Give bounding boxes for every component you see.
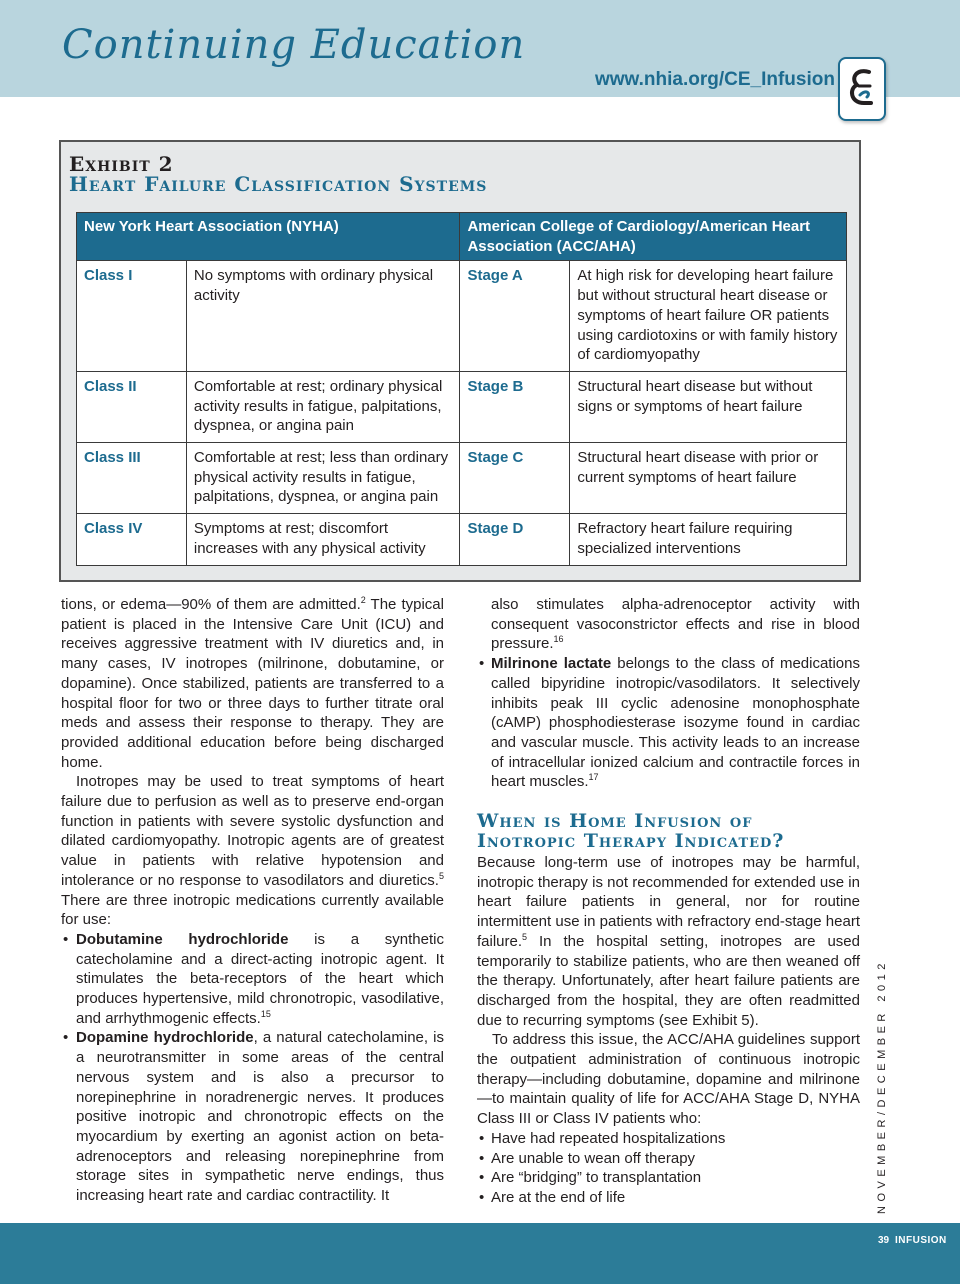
acc-stage-description: At high risk for developing heart failure but without structural heart disease or symptoms of heart failure OR patients using cardiotoxins or with family history of cardiomyopathy xyxy=(570,261,847,372)
table-header-row xyxy=(77,213,847,261)
website-link[interactable]: www.nhia.org/CE_Infusion xyxy=(595,69,835,90)
left-column xyxy=(61,595,444,1206)
list-item: • Are at the end of life xyxy=(477,1188,860,1208)
text-run: Inotropes may be used to treat symptoms of heart failure due to perfusion as well as to preserve end-organ function in patients with severe systolic dysfunction and dilated cardiomyopathy. Inotropic agents are of greatest value in patients with relative hypotension and intolerance or no response to vasodilators and diuretics. xyxy=(61,773,444,889)
drug-name: Dobutamine hydrochloride xyxy=(76,930,289,948)
citation: 16 xyxy=(553,634,564,645)
acc-stage-label: Stage C xyxy=(460,443,570,514)
acc-stage-description: Structural heart disease but without signs or symptoms of heart failure xyxy=(570,371,847,442)
table-row xyxy=(77,371,847,442)
list-item xyxy=(61,930,444,1029)
list-item: • Are “bridging” to transplantation xyxy=(477,1168,860,1188)
page-header xyxy=(0,0,960,97)
nyha-class-description: Comfortable at rest; less than ordinary physical activity results in fatigue, palpitations, dyspnea, or angina pain xyxy=(186,443,460,514)
list-item xyxy=(477,654,860,792)
text-run: belongs to the class of medications called bipyridine inotropic/vasodilators. It selectively inhibits peak III cyclic adenosine monophosphate (cAMP) phosphodiesterase isozyme found in cardiac and vascular muscle. This activity leads to an increase of intracellular ionized calcium and contractile forces in heart muscles. xyxy=(491,655,860,791)
list-item: • Are unable to wean off therapy xyxy=(477,1149,860,1169)
acc-stage-description: Refractory heart failure requiring specialized interventions xyxy=(570,514,847,565)
citation: 2 xyxy=(360,595,366,605)
patient-criteria-list xyxy=(477,1129,860,1208)
nyha-class-label: Class II xyxy=(77,371,187,442)
list-item-continuation xyxy=(477,595,860,654)
section-heading xyxy=(477,811,860,851)
text-run: , a natural catecholamine, is a neurotransmitter in some areas of the central nervous system and is also a precursor to norepinephrine in noradrenergic nerves. It produces positive inotropic and chronotropic effects on the myocardium by exerting an agonist action on beta-adrenoceptors and releasing norepinephrine from storage sites in sympathetic nerve endings, thus increasing heart rate and cardiac contractility. It xyxy=(76,1029,444,1205)
citation: 5 xyxy=(522,931,528,942)
text-run: In the hospital setting, inotropes are used temporarily to stabilize patients, who are then weaned off the therapy. Unfortunately, after heart failure patients are discharged from the hospital, they are often readmitted due to recurring symptoms (see Exhibit 5). xyxy=(477,932,860,1029)
ce-logo-icon xyxy=(838,57,886,121)
text-run: The typical patient is placed in the Intensive Care Unit (ICU) and receives aggressive treatment with IV diuretics and, in many cases, IV inotropes (milrinone, dobutamine, or dopamine). Once stabilized, patients are transferred to a hospital floor for two or three days to further titrate oral meds and assess their response to therapy. They are provided additional education before being discharged home. xyxy=(61,596,444,771)
medication-list xyxy=(61,930,444,1206)
citation: 5 xyxy=(438,870,444,881)
medication-list-continued xyxy=(477,595,860,792)
acc-stage-label: Stage B xyxy=(460,371,570,442)
citation: 17 xyxy=(588,772,599,783)
issue-date: NOVEMBER/DECEMBER 2012 xyxy=(876,959,888,1214)
table-row xyxy=(77,261,847,372)
exhibit-number: Exhibit 2 xyxy=(69,152,174,176)
text-run: is a synthetic catecholamine and a direct-acting inotropic agent. It stimulates the beta-receptors of the heart which produces hypertensive, mild chronotropic, vasodilative, and arrhythmogenic effects. xyxy=(76,930,444,1027)
acc-aha-header: American College of Cardiology/American Heart Association (ACC/AHA) xyxy=(460,213,847,261)
paragraph xyxy=(61,772,444,930)
text-run: There are three inotropic medications currently available for use: xyxy=(61,891,444,929)
acc-stage-label: Stage D xyxy=(460,514,570,565)
page-footer xyxy=(0,1223,960,1284)
table-row xyxy=(77,443,847,514)
nyha-class-description: No symptoms with ordinary physical activity xyxy=(186,261,460,372)
list-item: • Have had repeated hospitalizations xyxy=(477,1129,860,1149)
section-title: Continuing Education xyxy=(62,22,526,68)
magazine-name: INFUSION xyxy=(895,1235,947,1246)
drug-name: Dopamine hydrochloride xyxy=(76,1029,254,1047)
citation: 15 xyxy=(260,1008,271,1019)
page-number: 39 xyxy=(878,1235,890,1246)
nyha-class-label: Class I xyxy=(77,261,187,372)
nyha-class-description: Symptoms at rest; discomfort increases with any physical activity xyxy=(186,514,460,565)
table-row xyxy=(77,514,847,565)
nyha-class-description: Comfortable at rest; ordinary physical activity results in fatigue, palpitations, dyspnea, or angina pain xyxy=(186,371,460,442)
list-item xyxy=(61,1028,444,1205)
heading-line: When is Home Infusion of xyxy=(477,810,753,833)
ce-logo-mark xyxy=(840,59,884,119)
drug-name: Milrinone lactate xyxy=(491,655,612,673)
paragraph xyxy=(61,595,444,772)
nyha-class-label: Class IV xyxy=(77,514,187,565)
classification-table xyxy=(76,212,847,566)
paragraph: To address this issue, the ACC/AHA guidelines support the outpatient administration of continuous inotropic therapy—including dobutamine, dopamine and milrinone—to maintain quality of life for ACC/AHA Stage D, NYHA Class III or Class IV patients who: xyxy=(477,1031,860,1128)
right-column xyxy=(477,595,860,1208)
acc-stage-description: Structural heart disease with prior or current symptoms of heart failure xyxy=(570,443,847,514)
text-run: Because long-term use of inotropes may be harmful, inotropic therapy is not recommended for extended use in heart failure patients in general, nor for routine intermittent use in patients with refractory end-stage heart failure. xyxy=(477,854,860,950)
exhibit-title: Heart Failure Classification Systems xyxy=(69,172,488,196)
nyha-header: New York Heart Association (NYHA) xyxy=(77,213,460,261)
exhibit-box xyxy=(59,140,861,582)
text-run: tions, or edema—90% of them are admitted. xyxy=(61,596,361,613)
text-run: also stimulates alpha-adrenoceptor activity with consequent vasoconstrictor effects and rise in blood pressure. xyxy=(491,596,860,653)
nyha-class-label: Class III xyxy=(77,443,187,514)
acc-stage-label: Stage A xyxy=(460,261,570,372)
paragraph xyxy=(477,853,860,1030)
heading-line: Inotropic Therapy Indicated? xyxy=(477,830,785,853)
